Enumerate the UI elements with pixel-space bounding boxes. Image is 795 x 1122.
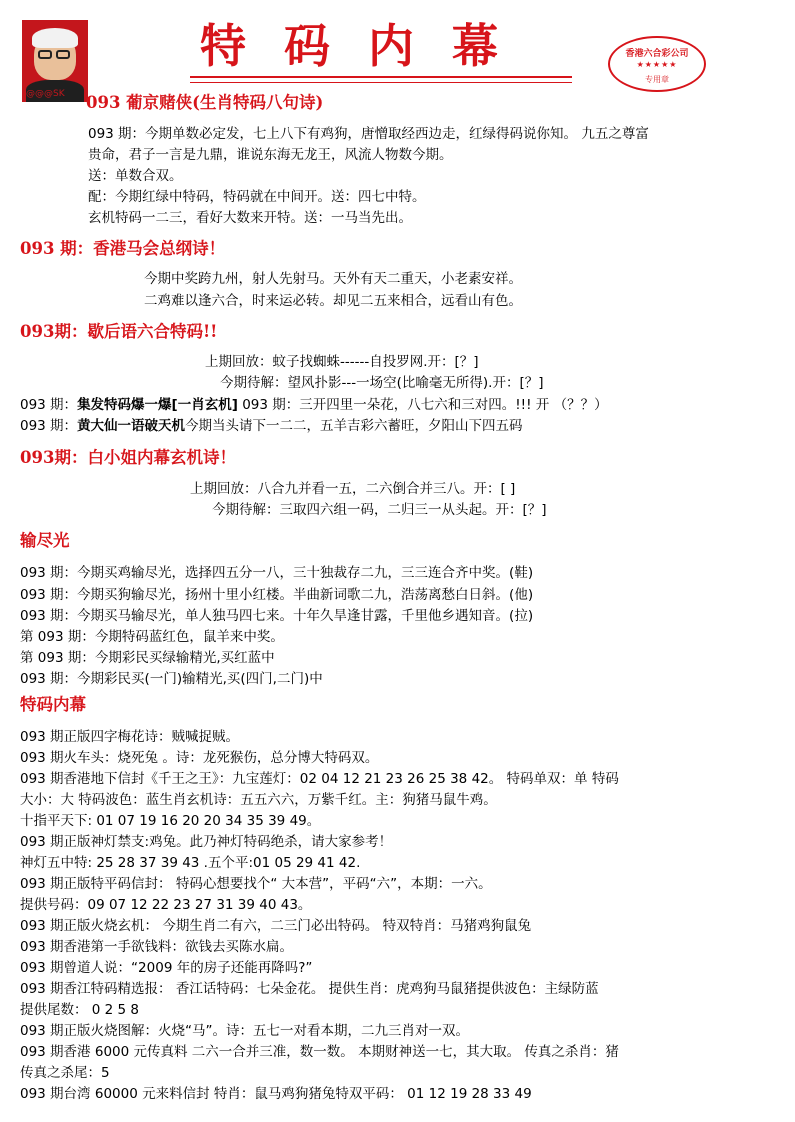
text-line: 093 期：今期单数必定发，七上八下有鸡狗，唐憎取经西边走，红绿得码说你知。 九五之尊富 bbox=[88, 126, 649, 142]
text-line: 093 期：今期买鸡输尽光，选择四五分一八，三十独裁存二九，三三连合齐中奖。(鞋) bbox=[20, 565, 534, 581]
portrait-caption: @@@SK bbox=[26, 89, 65, 99]
text-line: 093 期正版特平码信封： 特码心想要找个“ 大本营”，平码“六”，本期：一六。 bbox=[20, 876, 492, 892]
text-line: 传真之杀尾：5 bbox=[20, 1065, 110, 1081]
text-line: 二鸡难以逢六合，时来运必转。却见二五来相合，远看山有色。 bbox=[144, 293, 522, 309]
issue-label: 093 期： bbox=[20, 397, 78, 413]
section-heading-pujing: 093 葡京赌侠(生肖特码八句诗) bbox=[86, 93, 324, 112]
text-line: 093 期香江特码精选报： 香江话特码：七朵金花。 提供生肖：虎鸡狗马鼠猪提供波色：主绿防蓝 bbox=[20, 981, 599, 997]
text-line bbox=[20, 396, 608, 414]
text-line: 贵命，君子一言是九鼎，谁说东海无龙王，风流人物数今期。 bbox=[88, 147, 453, 163]
seal-stars: ★★★★★ bbox=[636, 60, 678, 69]
text-line: 093 期正版火烧图解：火烧“马”。诗：五七一对看本期，二九三肖对一双。 bbox=[20, 1023, 470, 1039]
text-line: 093 期香港第一手欲钱料：欲钱去买陈水扁。 bbox=[20, 939, 294, 955]
text-line: 上期回放：八合九并看一五，二六倒合并三八。开：[ ] bbox=[190, 481, 516, 497]
text-line: 093 期：今期买狗输尽光，扬州十里小红楼。半曲新词歌二九，浩荡离愁白日斜。(他) bbox=[20, 587, 534, 603]
bold-title: 集发特码爆一爆[一肖玄机] bbox=[77, 397, 238, 413]
section-heading-shujinguang: 输尽光 bbox=[20, 531, 70, 550]
text-line: 上期回放：蚊子找蜘蛛------自投罗网.开：[？] bbox=[205, 354, 479, 370]
title-underline-thin bbox=[190, 82, 572, 83]
seal-top-text: 香港六合彩公司 bbox=[625, 49, 689, 59]
text-line: 今期待解：望风扑影---一场空(比喻毫无所得).开：[？] bbox=[220, 375, 544, 391]
text-line: 玄机特码一二三，看好大数来开特。送：一马当先出。 bbox=[88, 210, 412, 226]
text-line: 093 期曾道人说：“2009 年的房子还能再降吗?” bbox=[20, 960, 313, 976]
line-text: 今期当头请下一二二，五羊吉彩六蓄旺，夕阳山下四五码 bbox=[185, 418, 523, 434]
text-line: 093 期：今期买马输尽光，单人独马四七来。十年久旱逢甘露，千里他乡遇知音。(拉) bbox=[20, 608, 534, 624]
text-line: 提供尾数： 0 2 5 8 bbox=[20, 1002, 140, 1018]
text-line: 093 期香港地下信封《千王之王》：九宝莲灯：02 04 12 21 23 26 25 38 42。 特码单双：单 特码 bbox=[20, 771, 619, 787]
text-line: 提供号码：09 07 12 22 23 27 31 39 40 43。 bbox=[20, 897, 312, 913]
text-line: 大小：大 特码波色：蓝生肖玄机诗：五五六六，万紫千红。主：狗猪马鼠牛鸡。 bbox=[20, 792, 497, 808]
line-text: 093 期：三开四里一朵花，八七六和三对四。!!! 开 （？？） bbox=[242, 397, 608, 413]
text-line: 今期待解：三取四六组一码，二归三一从头起。开：[？] bbox=[212, 502, 547, 518]
section-heading-hkjc-poem: 093 期：香港马会总纲诗！ bbox=[20, 239, 226, 258]
text-line: 配：今期红绿中特码，特码就在中间开。送：四七中特。 bbox=[88, 189, 426, 205]
text-line: 093 期：今期彩民买(一门)输精光,买(四门,二门)中 bbox=[20, 671, 323, 687]
text-line: 093 期正版神灯禁支:鸡兔。此乃神灯特码绝杀，请大家参考！ bbox=[20, 834, 393, 850]
issue-label: 093 期： bbox=[20, 418, 78, 434]
text-line: 第 093 期：今期特码蓝红色，鼠羊来中奖。 bbox=[20, 629, 284, 645]
section-heading-xiehouyu: 093期：歇后语六合特码!! bbox=[20, 322, 218, 341]
text-line: 送：单数合双。 bbox=[88, 168, 183, 184]
text-line: 093 期台湾 60000 元来料信封 特肖：鼠马鸡狗猪兔特双平码： 01 12 19 28 33 49 bbox=[20, 1086, 532, 1102]
company-seal bbox=[608, 36, 706, 92]
text-line bbox=[20, 417, 523, 435]
page-title: 特码内幕 bbox=[200, 19, 536, 73]
text-line: 093 期火车头：烧死兔 。诗：龙死猴伤，总分博大特码双。 bbox=[20, 750, 379, 766]
text-line: 093 期正版四字梅花诗：贼喊捉贼。 bbox=[20, 729, 240, 745]
section-heading-bai-xiaojie: 093期：白小姐内幕玄机诗！ bbox=[20, 448, 236, 467]
seal-bottom-text: 专用章 bbox=[645, 75, 669, 84]
text-line: 十指平天下: 01 07 19 16 20 20 34 35 39 49。 bbox=[20, 813, 321, 829]
title-underline bbox=[190, 76, 572, 78]
text-line: 093 期正版火烧玄机： 今期生肖二有六，二三门必出特码。 特双特肖：马猪鸡狗鼠兔 bbox=[20, 918, 532, 934]
text-line: 093 期香港 6000 元传真料 二六一合并三准，数一数。 本期财神送一七，其大取。 传真之杀肖：猪 bbox=[20, 1044, 619, 1060]
text-line: 今期中奖跨九州，射人先射马。天外有天二重天，小老素安祥。 bbox=[144, 271, 522, 287]
bold-title: 黄大仙一语破天机 bbox=[77, 418, 186, 434]
text-line: 神灯五中特: 25 28 37 39 43 .五个平:01 05 29 41 42. bbox=[20, 855, 361, 871]
section-heading-temaneimu: 特码内幕 bbox=[20, 695, 86, 714]
text-line: 第 093 期：今期彩民买绿输精光,买红蓝中 bbox=[20, 650, 275, 666]
